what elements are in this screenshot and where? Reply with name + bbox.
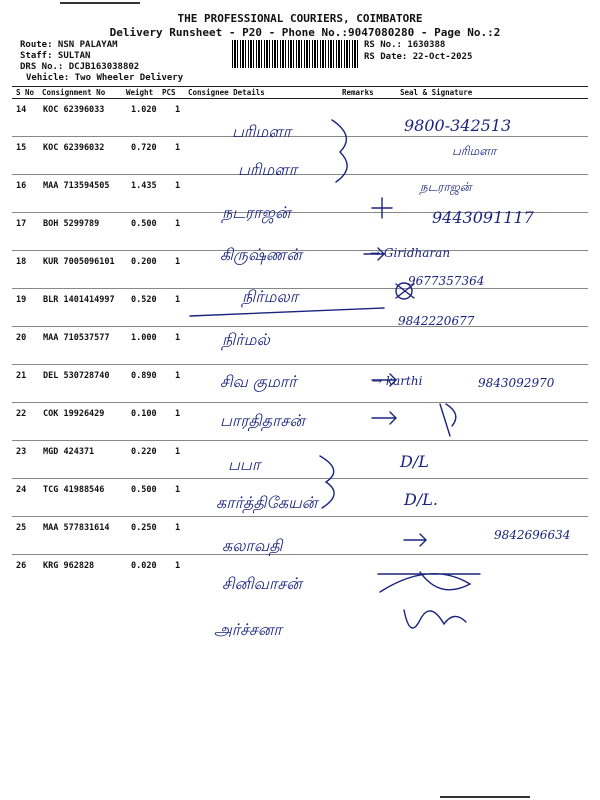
row-weight: 0.020 bbox=[131, 561, 157, 571]
row-pcs: 1 bbox=[175, 105, 181, 115]
row-consignment: BOH 5299789 bbox=[43, 219, 100, 229]
handwritten-phone: 9443091117 bbox=[432, 208, 534, 227]
row-pcs: 1 bbox=[175, 447, 181, 457]
row-sno: 24 bbox=[16, 485, 27, 495]
row-sno: 14 bbox=[16, 105, 27, 115]
col-seal: Seal & Signature bbox=[400, 88, 473, 97]
rs-number: RS No.: 1630388 bbox=[364, 40, 446, 50]
row-weight: 0.520 bbox=[131, 295, 157, 305]
row-pcs: 1 bbox=[175, 485, 181, 495]
row-consignment: KOC 62396033 bbox=[43, 105, 105, 115]
table-row bbox=[12, 137, 588, 175]
row-pcs: 1 bbox=[175, 561, 181, 571]
handwritten-name: நிர்மல் bbox=[222, 330, 270, 349]
vehicle-text: Vehicle: Two Wheeler Delivery bbox=[26, 73, 184, 83]
table-row bbox=[12, 327, 588, 365]
row-pcs: 1 bbox=[175, 333, 181, 343]
row-weight: 1.435 bbox=[131, 181, 157, 191]
row-consignment: MAA 713594505 bbox=[43, 181, 110, 191]
row-weight: 0.890 bbox=[131, 371, 157, 381]
scan-mark bbox=[440, 796, 530, 798]
row-weight: 0.500 bbox=[131, 219, 157, 229]
barcode bbox=[232, 40, 360, 68]
handwritten-phone: 9677357364 bbox=[408, 274, 485, 288]
row-consignment: BLR 1401414997 bbox=[43, 295, 115, 305]
row-sno: 16 bbox=[16, 181, 27, 191]
row-sno: 25 bbox=[16, 523, 27, 533]
row-consignment: MAA 710537577 bbox=[43, 333, 110, 343]
col-pcs: PCS bbox=[162, 88, 176, 97]
handwritten-phone: 9842220677 bbox=[398, 314, 475, 328]
row-consignment: KUR 7005096101 bbox=[43, 257, 115, 267]
row-pcs: 1 bbox=[175, 219, 181, 229]
header-rule-top bbox=[12, 86, 588, 87]
handwritten-signature: → karthi bbox=[372, 374, 423, 388]
drs-text: DRS No.: DCJB163038802 bbox=[20, 62, 140, 72]
handwritten-name: நிர்மலா bbox=[242, 287, 299, 306]
handwritten-phone: 9842696634 bbox=[494, 528, 571, 542]
row-pcs: 1 bbox=[175, 143, 181, 153]
handwritten-remark: D/L. bbox=[404, 490, 438, 509]
row-weight: 0.200 bbox=[131, 257, 157, 267]
row-weight: 0.250 bbox=[131, 523, 157, 533]
handwritten-signature: பரிமளா bbox=[452, 144, 497, 158]
row-consignment: MAA 577831614 bbox=[43, 523, 110, 533]
row-sno: 15 bbox=[16, 143, 27, 153]
col-remarks: Remarks bbox=[342, 88, 374, 97]
scan-mark bbox=[60, 2, 140, 4]
row-consignment: DEL 530728740 bbox=[43, 371, 110, 381]
table-row bbox=[12, 289, 588, 327]
table-row bbox=[12, 441, 588, 479]
row-consignment: KOC 62396032 bbox=[43, 143, 105, 153]
row-consignment: KRG 962828 bbox=[43, 561, 95, 571]
row-weight: 0.100 bbox=[131, 409, 157, 419]
handwritten-name: பரிமளா bbox=[232, 122, 292, 141]
handwritten-name: கலாவதி bbox=[222, 536, 283, 555]
row-sno: 22 bbox=[16, 409, 27, 419]
row-weight: 1.020 bbox=[131, 105, 157, 115]
row-weight: 0.220 bbox=[131, 447, 157, 457]
row-pcs: 1 bbox=[175, 295, 181, 305]
handwritten-remark: D/L bbox=[400, 452, 429, 471]
staff-text: Staff: SULTAN bbox=[20, 51, 91, 61]
row-weight: 1.000 bbox=[131, 333, 157, 343]
handwritten-name: சினிவாசன் bbox=[222, 574, 302, 593]
signature-mark bbox=[404, 610, 466, 628]
handwritten-signature: நடராஜன் bbox=[420, 180, 472, 194]
row-sno: 19 bbox=[16, 295, 27, 305]
col-consignment: Consignment No bbox=[42, 88, 106, 97]
handwritten-name: கார்த்திகேயன் bbox=[216, 493, 318, 512]
row-consignment: TCG 41988546 bbox=[43, 485, 105, 495]
row-consignment: COK 19926429 bbox=[43, 409, 105, 419]
row-consignment: MGD 424371 bbox=[43, 447, 95, 457]
handwritten-signature: → Giridharan bbox=[370, 246, 451, 260]
handwritten-name: கிருஷ்ணன் bbox=[220, 245, 302, 264]
rs-date: RS Date: 22-Oct-2025 bbox=[364, 52, 473, 62]
handwritten-name: பபா bbox=[228, 455, 261, 474]
handwritten-name: சிவ குமார் bbox=[220, 372, 297, 391]
handwritten-name: அர்ச்சனா bbox=[214, 620, 282, 639]
row-sno: 18 bbox=[16, 257, 27, 267]
row-pcs: 1 bbox=[175, 371, 181, 381]
handwritten-name: நடராஜன் bbox=[222, 203, 291, 222]
col-weight: Weight bbox=[126, 88, 154, 97]
row-weight: 0.720 bbox=[131, 143, 157, 153]
handwritten-phone: 9843092970 bbox=[478, 376, 555, 390]
row-pcs: 1 bbox=[175, 257, 181, 267]
row-sno: 23 bbox=[16, 447, 27, 457]
row-pcs: 1 bbox=[175, 181, 181, 191]
document-subtitle: Delivery Runsheet - P20 - Phone No.:9047080280 - Page No.:2 bbox=[109, 26, 501, 39]
row-sno: 17 bbox=[16, 219, 27, 229]
row-pcs: 1 bbox=[175, 523, 181, 533]
route-text: Route: NSN PALAYAM bbox=[20, 40, 118, 50]
row-sno: 20 bbox=[16, 333, 27, 343]
col-consignee: Consignee Details bbox=[188, 88, 265, 97]
row-pcs: 1 bbox=[175, 409, 181, 419]
handwritten-phone: 9800-342513 bbox=[404, 116, 512, 135]
row-weight: 0.500 bbox=[131, 485, 157, 495]
document-title: THE PROFESSIONAL COURIERS, COIMBATORE bbox=[177, 12, 423, 25]
handwritten-name: பாரதிதாசன் bbox=[220, 411, 305, 430]
row-sno: 21 bbox=[16, 371, 27, 381]
row-sno: 26 bbox=[16, 561, 27, 571]
handwritten-name: பரிமளா bbox=[238, 160, 298, 179]
col-sno: S No bbox=[16, 88, 35, 97]
